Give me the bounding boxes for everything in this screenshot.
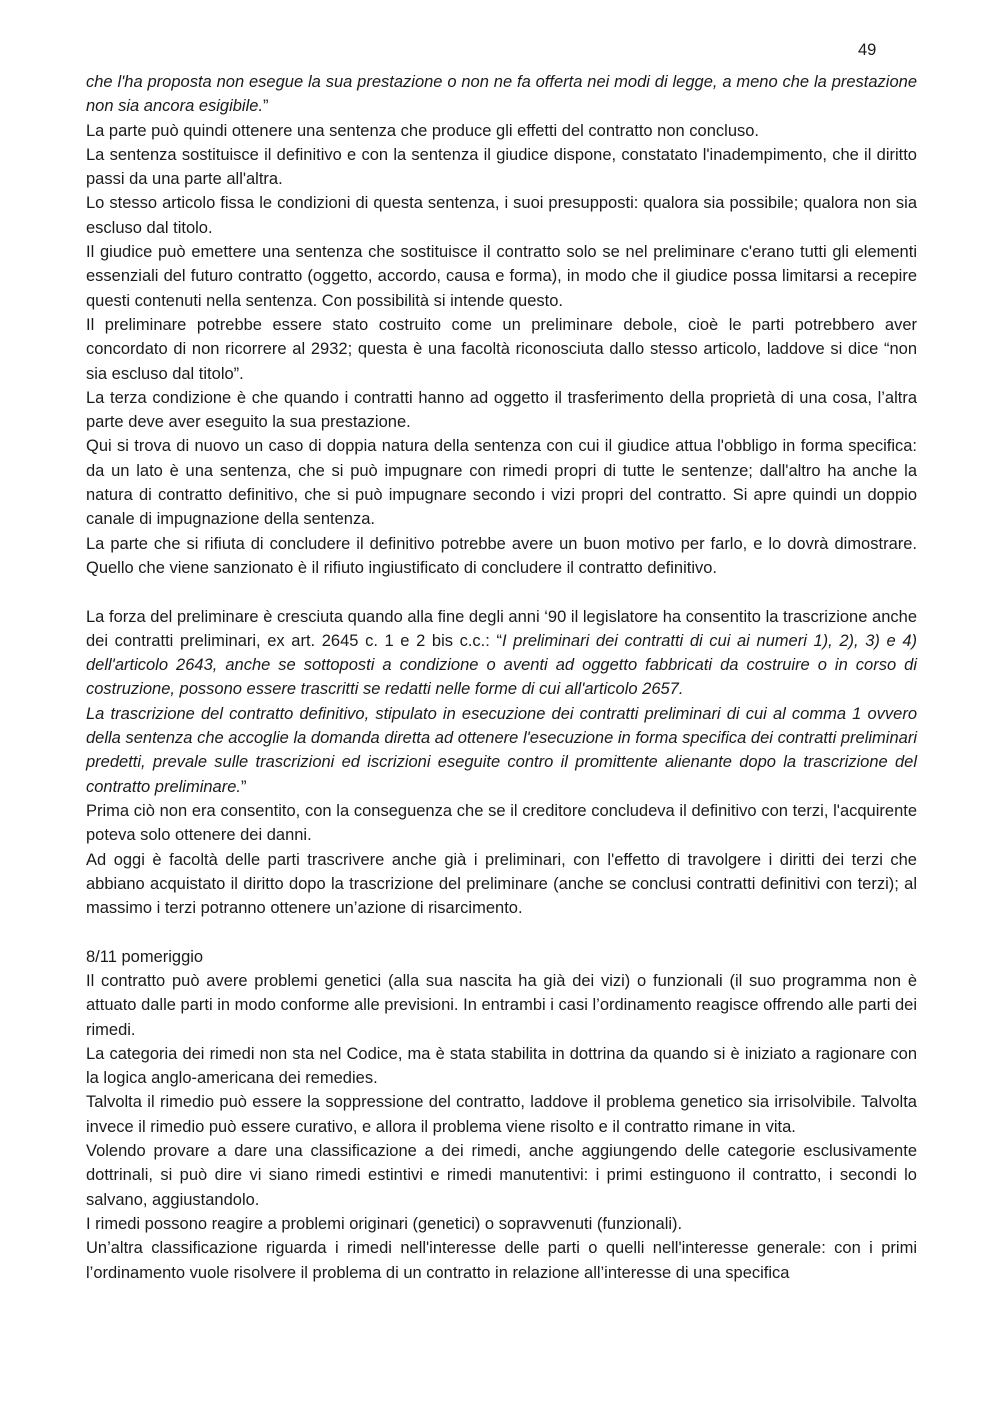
paragraph: Talvolta il rimedio può essere la soppressione del contratto, laddove il problema genetico sia irrisolvibile. Talvolta invece il rimedio può essere curativo, e allora il problema viene risolto e il contratto rimane in vita.	[86, 1093, 917, 1136]
paragraph: Prima ciò non era consentito, con la conseguenza che se il creditore concludeva il definitivo con terzi, l'acquirente poteva solo ottenere dei danni.	[86, 801, 917, 845]
quote-close: ”	[263, 97, 269, 116]
paragraph: Il preliminare potrebbe essere stato costruito come un preliminare debole, cioè le parti potrebbero aver concordato di non ricorrere al 2932; questa è una facoltà riconosciuta dallo stesso articolo, laddove si dice “non sia escluso dal titolo”.	[86, 315, 917, 383]
paragraph: Il giudice può emettere una sentenza che sostituisce il contratto solo se nel preliminare c'erano tutti gli elementi essenziali del futuro contratto (oggetto, accordo, causa e forma), in modo che il giudice possa limitarsi a recepire questi contenuti nella sentenza. Con possibilità si intende questo.	[86, 243, 917, 310]
document-body	[86, 70, 917, 1285]
paragraph	[86, 702, 917, 799]
quoted-text: che l'ha proposta non esegue la sua prestazione o non ne fa offerta nei modi di legge, a meno che la prestazione non sia ancora esigibile.	[86, 73, 917, 116]
paragraph: Qui si trova di nuovo un caso di doppia natura della sentenza con cui il giudice attua l'obbligo in forma specifica: da un lato è una sentenza, che si può impugnare con rimedi propri di tutte le sentenze; dall'altro ha anche la natura di contratto definitivo, che si può impugnare secondo i vizi propri del contratto. Si apre quindi un doppio canale di impugnazione della sentenza.	[86, 437, 917, 529]
quoted-text: I preliminari dei contratti di cui ai numeri 1), 2), 3) e 4) dell'articolo 2643, anche se sottoposti a condizione o aventi ad oggetto fabbricati da costruire o in corso di costruzione, possono essere trascritti se redatti nelle forme di cui all'articolo 2657.	[86, 631, 917, 699]
paragraph: La parte può quindi ottenere una sentenza che produce gli effetti del contratto non concluso.	[86, 121, 760, 140]
paragraph: Il contratto può avere problemi genetici (alla sua nascita ha già dei vizi) o funzionali (il suo programma non è attuato dalle parti in modo conforme alle previsioni. In entrambi i casi l’ordinamento reagisce offrendo alle parti dei rimedi.	[86, 971, 917, 1039]
page-number: 49	[858, 41, 877, 59]
paragraph	[86, 70, 917, 119]
paragraph: Lo stesso articolo fissa le condizioni di questa sentenza, i suoi presupposti: qualora sia possibile; qualora non sia escluso dal titolo.	[86, 194, 917, 237]
blank-line	[86, 580, 917, 604]
section-date: 8/11 pomeriggio	[86, 947, 204, 966]
paragraph: I rimedi possono reagire a problemi originari (genetici) o sopravvenuti (funzionali).	[86, 1214, 683, 1233]
paragraph: Volendo provare a dare una classificazione a dei rimedi, anche aggiungendo delle categorie esclusivamente dottrinali, si può dire vi siano rimedi estintivi e rimedi manutentivi: i primi estinguono il contratto, i secondi lo salvano, aggiustandolo.	[86, 1142, 917, 1209]
paragraph: La categoria dei rimedi non sta nel Codice, ma è stata stabilita in dottrina da quando si è iniziato a ragionare con la logica anglo-americana dei remedies.	[86, 1044, 917, 1088]
paragraph: La terza condizione è che quando i contratti hanno ad oggetto il trasferimento della proprietà di una cosa, l’altra parte deve aver eseguito la sua prestazione.	[86, 388, 917, 432]
paragraph: Un’altra classificazione riguarda i rimedi nell'interesse delle parti o quelli nell'interesse generale: con i primi l’ordinamento vuole risolvere il problema di un contratto in relazione all’interesse di una specifica	[86, 1239, 917, 1282]
blank-line	[86, 920, 917, 944]
quoted-text: La trascrizione del contratto definitivo, stipulato in esecuzione dei contratti preliminari di cui al comma 1 ovvero della sentenza che accoglie la domanda diretta ad ottenere l'esecuzione in forma specifica dei contratti preliminari predetti, prevale sulle trascrizioni ed iscrizioni eseguite contro il promittente alienante dopo la trascrizione del contratto preliminare.	[86, 704, 917, 796]
paragraph: Ad oggi è facoltà delle parti trascrivere anche già i preliminari, con l'effetto di travolgere i diritti dei terzi che abbiano acquistato il diritto dopo la trascrizione del preliminare (anche se conclusi contratti definitivi con terzi); al massimo i terzi potranno ottenere un’azione di risarcimento.	[86, 850, 917, 918]
paragraph: La parte che si rifiuta di concludere il definitivo potrebbe avere un buon motivo per farlo, e lo dovrà dimostrare. Quello che viene sanzionato è il rifiuto ingiustificato di concludere il contratto definitivo.	[86, 534, 917, 577]
paragraph-intro: La forza del preliminare è cresciuta quando alla fine degli anni ‘90 il legislatore ha consentito la trascrizione anche dei contratti preliminari, ex art. 2645 c. 1 e 2 bis c.c.: “	[86, 607, 917, 650]
paragraph: La sentenza sostituisce il definitivo e con la sentenza il giudice dispone, constatato l'inadempimento, che il diritto passi da una parte all'altra.	[86, 145, 917, 189]
paragraph	[86, 605, 917, 702]
quote-close: ”	[241, 777, 247, 796]
